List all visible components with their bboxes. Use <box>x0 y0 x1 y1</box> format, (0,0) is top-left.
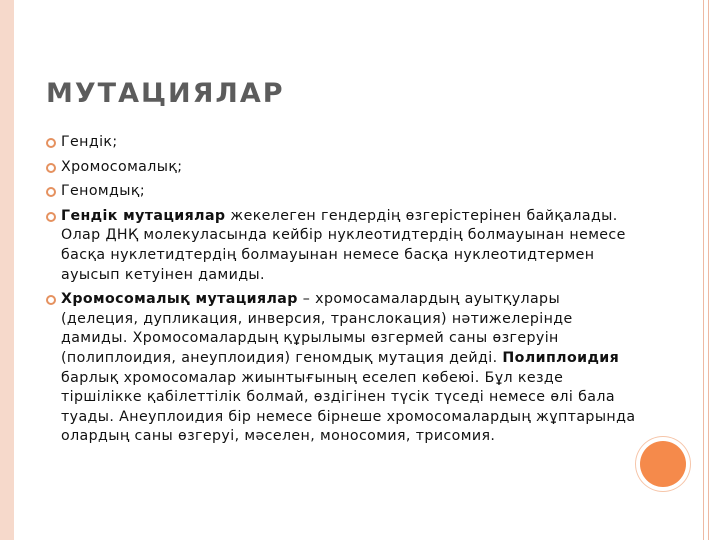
bullet-circle-icon <box>46 295 56 305</box>
bullet-item-chromosomal-mutations <box>46 290 636 447</box>
bullet-item-chromosomal <box>46 158 636 178</box>
bullet-term: Гендік мутациялар <box>61 207 226 224</box>
accent-circle <box>640 441 686 487</box>
bullet-term-polyploidy: Полиплоидия <box>502 349 620 366</box>
bullet-circle-icon <box>46 187 56 197</box>
bullet-circle-icon <box>46 138 56 148</box>
bullet-item-genic <box>46 133 636 153</box>
bullet-circle-icon <box>46 163 56 173</box>
bullet-circle-icon <box>46 212 56 222</box>
bullet-text-continued: барлық хромосомалар жиынтығының еселеп көбеюі. Бұл кезде тіршілікке қабілеттілік болмай, өздігінен түсік түседі немесе өлі бала туады. Анеуплоидия бір немесе бірнеше хромосомалардың жұптарында олардың саны өзгеруі, мәселен, моносомия, трисомия. <box>61 369 636 445</box>
bullet-term: Хромосомалық мутациялар <box>61 291 298 308</box>
bullet-text: жекелеген гендердің өзгерістерінен байқалады. Олар ДНҚ молекуласында кейбір нуклеотидтердің болмауынан немесе басқа нуклетидтердің болмауынан немесе басқа нуклеотидтермен ауысып кетуінен дамиды. <box>61 207 626 283</box>
bullet-text: Геномдық; <box>61 183 146 200</box>
right-frame-border <box>703 0 720 540</box>
bullet-text: Гендік; <box>61 134 118 150</box>
bullet-item-gene-mutations <box>46 207 636 285</box>
bullet-text: – хромосамалардың ауытқулары (делеция, дупликация, инверсия, транслокация) нәтижелерінде дамиды. Хромосомалардың құрылымы өзгермей саны өзгеруін (полиплоидия, анеуплоидия) геномдық мутация дейді. <box>61 291 573 366</box>
left-frame-stripe <box>0 0 14 540</box>
bullet-text: Хромосомалық; <box>61 158 183 175</box>
slide-title: МУТАЦИЯЛАР <box>46 78 285 109</box>
bullet-list <box>46 133 636 452</box>
bullet-item-genomic <box>46 182 636 202</box>
